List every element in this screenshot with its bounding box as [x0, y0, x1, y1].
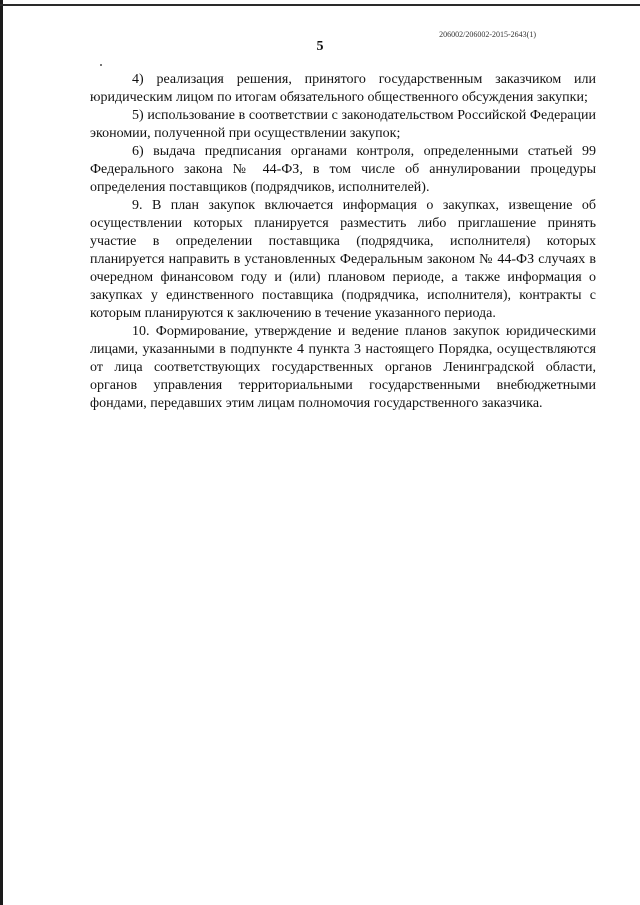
paragraph-clause-9: 9. В план закупок включается информация о закупках, извещение об осуществлении которых планируется разместить либо приглашение принять участие в определении поставщика (подрядчика, исполнителя) которых планируется направить в установленных Федеральным законом № 44-ФЗ случаях в очередном финансовом году и (или) плановом периоде, а также информация о закупках у единственного поставщика (подрядчика, исполнителя), контракты с которым планируются к заключению в течение указанного периода. — [90, 198, 596, 321]
scan-speck — [100, 64, 102, 66]
document-body — [90, 71, 596, 413]
scan-border-top — [0, 4, 640, 6]
paragraph-clause-10: 10. Формирование, утверждение и ведение планов закупок юридическими лицами, указанными в подпункте 4 пункта 3 настоящего Порядка, осуществляются от лица соответствующих государственных органов Ленинградской области, органов управления территориальными государственными внебюджетными фондами, передавших этим лицам полномочия государственного заказчика. — [90, 324, 596, 411]
scan-border-left — [0, 0, 3, 905]
paragraph-item-4: 4) реализация решения, принятого государственным заказчиком или юридическим лицом по итогам обязательного общественного обсуждения закупки; — [90, 72, 596, 105]
document-id: 206002/206002-2015-2643(1) — [439, 30, 536, 39]
paragraph-item-5: 5) использование в соответствии с законодательством Российской Федерации экономии, полученной при осуществлении закупок; — [90, 108, 596, 141]
page-number: 5 — [316, 39, 324, 54]
paragraph-item-6: 6) выдача предписания органами контроля, определенными статьей 99 Федерального закона № 44-ФЗ, в том числе об аннулировании процедуры определения поставщиков (подрядчиков, исполнителей). — [90, 144, 596, 195]
